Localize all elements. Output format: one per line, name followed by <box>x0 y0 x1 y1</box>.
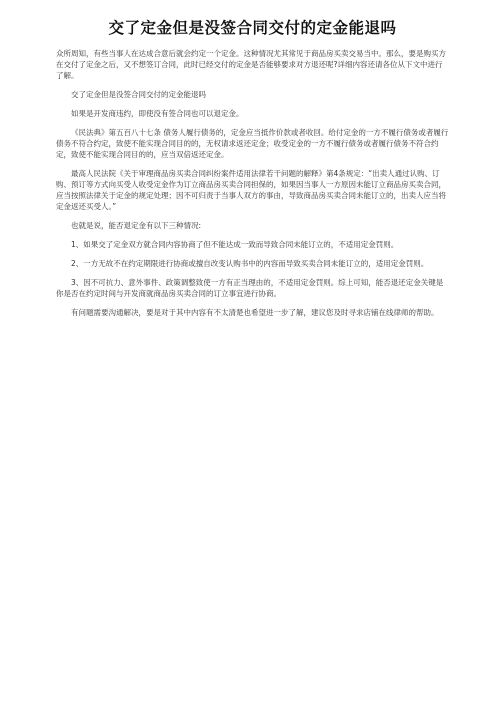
three-cases-intro: 也就是说，能否退定金有以下三种情况: <box>71 221 202 230</box>
case-three-paragraph: 3、因不可抗力、意外事件、政策调整致使一方有正当理由的，不适用定金罚则。综上可知，能否退还定金关键是你是否在约定时间与开发商就商品房买卖合同的订立事宜进行协商。 <box>56 278 444 298</box>
judicial-interpretation-paragraph: 最高人民法院《关于审理商品房买卖合同纠纷案件适用法律若干问题的解释》第4条规定：“出卖人通过认购、订购、预订等方式向买受人收受定金作为订立商品房买卖合同担保的，如果因当事人一方原因未能订立商品房买卖合同，应当按照法律关于定金的规定处理；因不可归责于当事人双方的事由，导致商品房买卖合同未能订立的，出卖人应当将定金返还买受人。” <box>56 169 446 211</box>
answer-paragraph: 如果是开发商违约，即使没有签合同也可以退定金。 <box>71 109 244 118</box>
intro-paragraph: 众所周知，有些当事人在达成合意后就会约定一个定金。这种情况尤其常见于商品房买卖交易当中。那么，要是购买方在交付了定金之后，又不想签订合同，此时已经交付的定金是否能够要求对方退还呢?详细内容还请各位从下文中进行了解。 <box>56 49 446 80</box>
case-two-paragraph: 2、一方无故不在约定期限进行协商或擅自改变认购书中的内容而导致买卖合同未能订立的，适用定金罚则。 <box>71 259 429 268</box>
article-title: 交了定金但是没签合同交付的定金能退吗 <box>108 19 397 37</box>
question-heading: 交了定金但是没签合同交付的定金能退吗 <box>71 90 206 99</box>
civil-code-paragraph: 《民法典》第五百八十七条 债务人履行债务的，定金应当抵作价款或者收回。给付定金的一方不履行债务或者履行债务不符合约定，致使不能实现合同目的的，无权请求返还定金；收受定金的一方不履行债务或者履行债务不符合约定，致使不能实现合同目的的，应当双倍返还定金。 <box>56 128 449 159</box>
closing-paragraph: 有问题需要沟通解决，要是对于其中内容有不太清楚也希望进一步了解，建议您及时寻求店铺在线律师的帮助。 <box>71 308 439 317</box>
case-one-paragraph: 1、如果交了定金双方就合同内容协商了但不能达成一致而导致合同未能订立的，不适用定金罚则。 <box>71 240 399 249</box>
